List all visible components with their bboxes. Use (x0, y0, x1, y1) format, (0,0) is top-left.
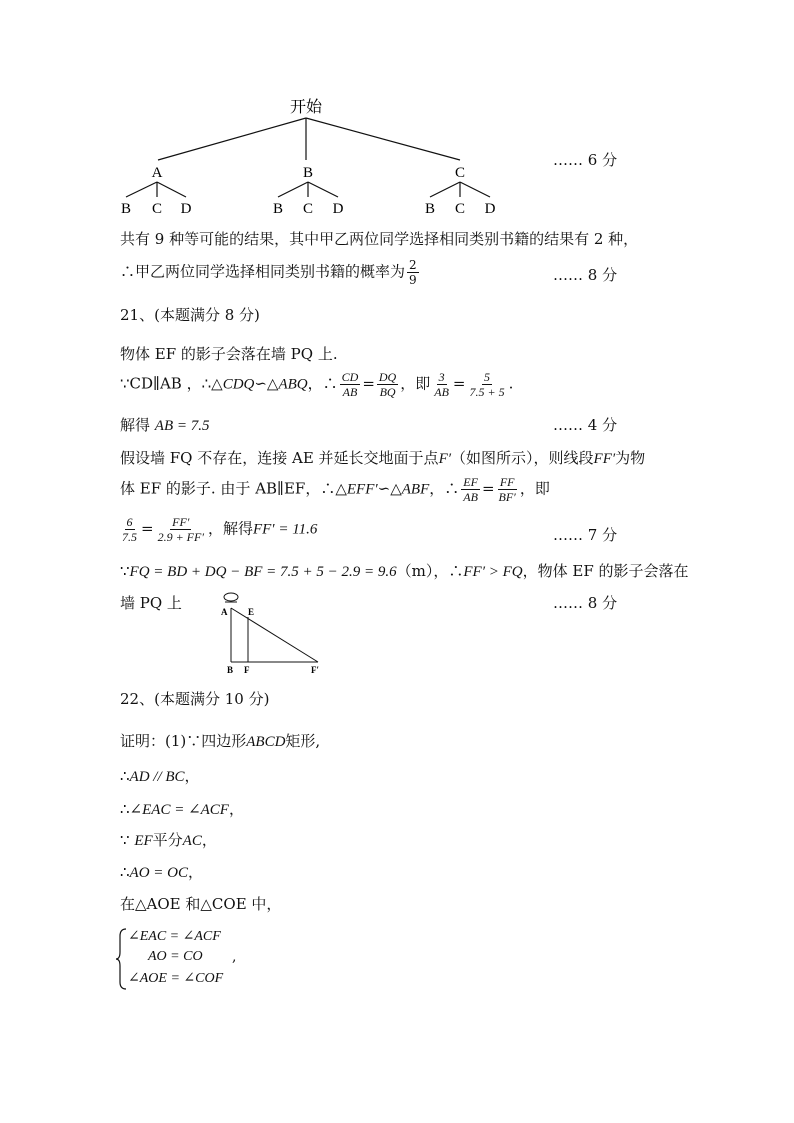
tree-leaf: B (272, 201, 284, 217)
q21-line5: 体 EF 的影子. 由于 AB∥EF，∴△EFF′∽△ABF，∴ $\frac{EF}{AB}$ = $\frac{FF}{BF'}$ ，即 (120, 475, 550, 504)
q21-line8: 墙 PQ 上 (120, 594, 182, 612)
probability-text: ∴甲乙两位同学选择相同类别书籍的概率为 (120, 262, 406, 281)
system-comma: , (232, 949, 237, 965)
point-e: E (248, 607, 255, 617)
shadow-figure (215, 588, 330, 678)
system-eq2: AO = CO (148, 949, 203, 964)
tree-leaf: D (332, 201, 344, 217)
q21-line7: ∵FQ = BD + DQ − BF = 7.5 + 5 − 2.9 = 9.6（m），∴FF′ > FQ，物体 EF 的影子会落在 (120, 562, 689, 580)
q21-line6: $\frac{6}{7.5}$ = $\frac{FF'}{2.9 + FF'}$ ，解得FF′ = 11.6 (122, 515, 318, 544)
q22-line6: 在△AOE 和△COE 中， (120, 895, 282, 913)
tree-leaf: C (302, 201, 314, 217)
q22-line4: ∵ EF平分AC， (120, 831, 217, 849)
q21-line3: 解得 AB = 7.5 (120, 416, 210, 434)
q22-heading: 22、(本题满分 10 分) (120, 690, 270, 708)
tree-leaf: D (180, 201, 192, 217)
q21-line2: ∵CD∥AB ，∴△CDQ∽△ABQ，∴ $\frac{CD}{AB}$ = $\frac{DQ}{BQ}$ ，即 $\frac{3}{AB}$ = $\frac{5}{7.5 + 5}$ . (120, 370, 514, 399)
point-a: A (221, 607, 228, 617)
system-eq3: ∠AOE = ∠COF (128, 971, 224, 986)
tree-root: 开始 (289, 99, 323, 116)
tree-leaf: B (424, 201, 436, 217)
tree-node-a: A (151, 165, 163, 181)
tree-leaf: C (151, 201, 163, 217)
score-8b: …… 8 分 (553, 594, 618, 612)
score-4: …… 4 分 (553, 416, 618, 434)
probability-line (120, 258, 421, 287)
point-f: F (244, 665, 250, 675)
tree-diagram (0, 0, 794, 225)
q22-line2: ∴AD // BC， (120, 767, 200, 785)
q22-line1: 证明：(1)∵四边形ABCD矩形, (120, 732, 321, 750)
q21-line1: 物体 EF 的影子会落在墙 PQ 上. (120, 345, 338, 363)
q21-heading: 21、(本题满分 8 分) (120, 306, 260, 324)
result-count-line: 共有 9 种等可能的结果，其中甲乙两位同学选择相同类别书籍的结果有 2 种， (120, 230, 639, 248)
q22-line3: ∴∠EAC = ∠ACF， (120, 800, 244, 818)
tree-leaf: D (484, 201, 496, 217)
tree-leaf: C (454, 201, 466, 217)
q22-line5: ∴AO = OC， (120, 863, 204, 881)
score-8: …… 8 分 (553, 266, 618, 284)
score-6: …… 6 分 (553, 151, 618, 169)
tree-leaf: B (120, 201, 132, 217)
system-eq1: ∠EAC = ∠ACF (128, 929, 221, 944)
point-f-prime: F′ (311, 665, 320, 675)
tree-node-c: C (454, 165, 466, 181)
point-b: B (227, 665, 234, 675)
system-brace (116, 928, 128, 990)
tree-node-b: B (302, 165, 314, 181)
probability-fraction: $\frac{2}{9}$ (409, 258, 417, 287)
score-7: …… 7 分 (553, 526, 618, 544)
q21-line4: 假设墙 FQ 不存在，连接 AE 并延长交地面于点F′（如图所示），则线段FF′为物 (120, 449, 646, 467)
